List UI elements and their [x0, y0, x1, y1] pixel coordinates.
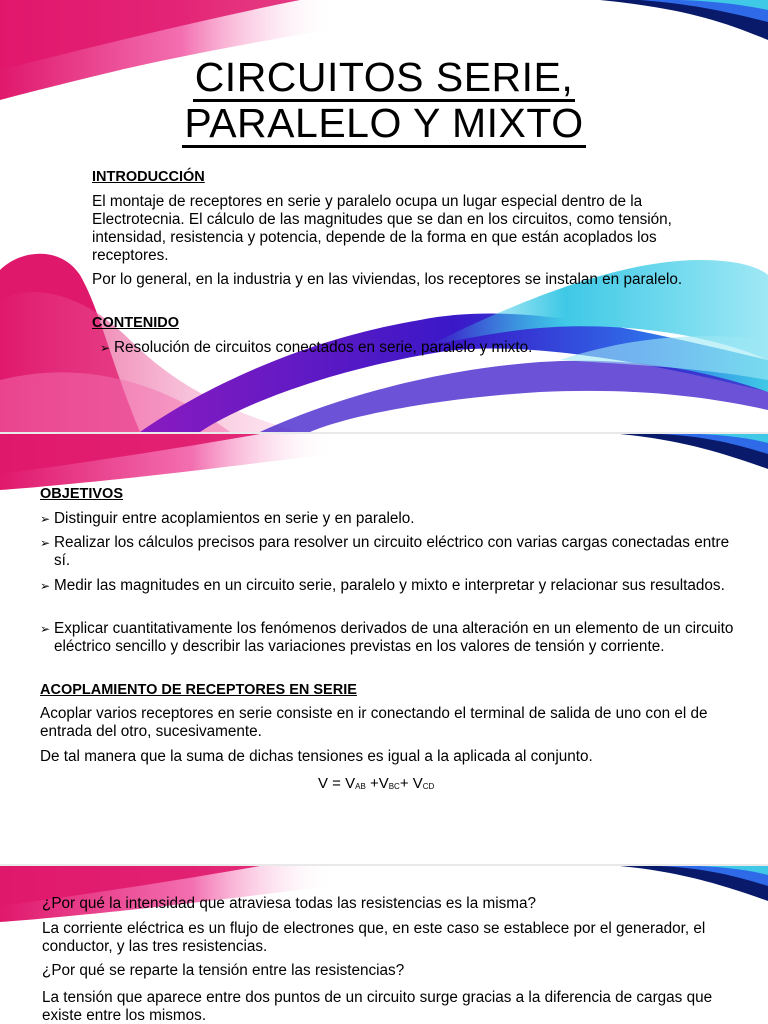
objective-item: ➢ Distinguir entre acoplamientos en serie y en paralelo.: [54, 510, 734, 528]
question-1: ¿Por qué la intensidad que atraviesa todas las resistencias es la misma?: [42, 895, 537, 912]
introduction-paragraph-2: Por lo general, en la industria y en las viviendas, los receptores se instalan en paralelo.: [92, 271, 683, 288]
objective-item: ➢ Medir las magnitudes en un circuito serie, paralelo y mixto e interpretar y relacionar sus resultados.: [54, 577, 734, 595]
content-heading: CONTENIDO: [92, 315, 179, 331]
introduction-paragraph-1: El montaje de receptores en serie y paralelo ocupa un lugar especial dentro de la Electrotecnia. El cálculo de las magnitudes que se dan en los circuitos, como tensión, intensidad, resistencia y potencia, depende de la forma en que están acoplados los receptores.: [92, 193, 672, 264]
introduction-heading: INTRODUCCIÓN: [92, 169, 205, 185]
objective-item: ➢ Explicar cuantitativamente los fenómenos derivados de una alteración en un elemento de un circuito eléctrico sencillo y describir las variaciones previstas en los valores de tensión y corriente.: [54, 620, 734, 656]
series-voltage-equation: $V = V_{AB} +V_{BC}+ V_{CD}$: [318, 775, 435, 792]
answer-2: La tensión que aparece entre dos puntos de un circuito surge gracias a la diferencia de cargas que existe entre los mismos.: [42, 989, 713, 1024]
answer-1: La corriente eléctrica es un flujo de electrones que, en este caso se establece por el generador, el conductor, y las tres resistencias.: [42, 920, 706, 955]
slide-2: [0, 434, 768, 864]
series-coupling-paragraph-1: Acoplar varios receptores en serie consiste en ir conectando el terminal de salida de uno con el de entrada del otro, sucesivamente.: [40, 705, 708, 740]
series-coupling-paragraph-2: De tal manera que la suma de dichas tensiones es igual a la aplicada al conjunto.: [40, 748, 593, 765]
content-bullet: ➢ Resolución de circuitos conectados en serie, paralelo y mixto.: [114, 339, 674, 357]
objective-item: ➢ Realizar los cálculos precisos para resolver un circuito eléctrico con varias cargas conectadas entre sí.: [54, 534, 734, 570]
slide-1: [0, 0, 768, 432]
question-2: ¿Por qué se reparte la tensión entre las resistencias?: [42, 962, 405, 979]
slide-1-title-line-1: CIRCUITOS SERIE,: [194, 54, 574, 100]
slide-1-title-line-2: PARALELO Y MIXTO: [184, 100, 584, 146]
slide-3: [0, 866, 768, 1024]
series-coupling-heading: ACOPLAMIENTO DE RECEPTORES EN SERIE: [40, 682, 357, 698]
objectives-heading: OBJETIVOS: [40, 486, 123, 502]
